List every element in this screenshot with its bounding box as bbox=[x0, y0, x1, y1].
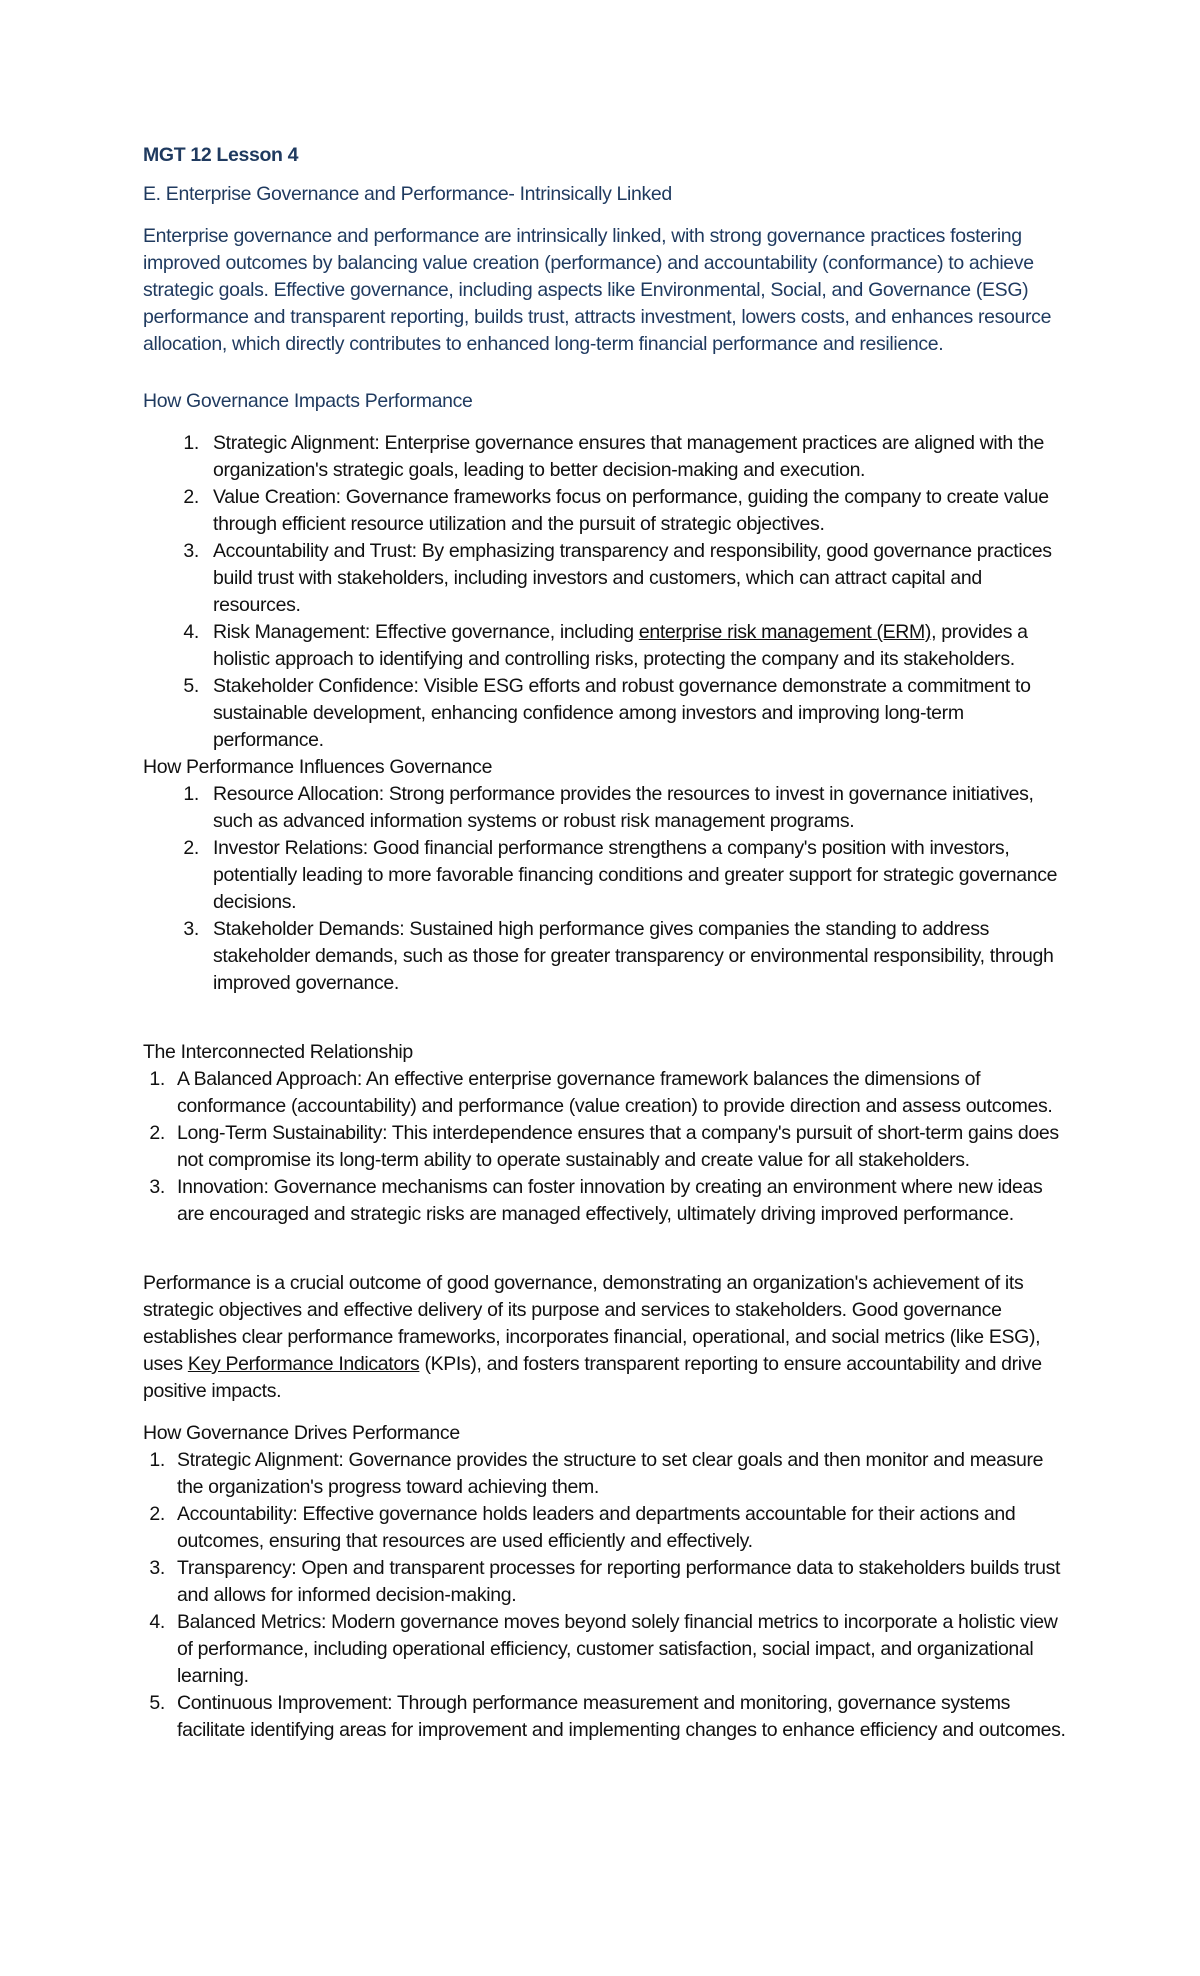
list-item-text: Strategic Alignment: Enterprise governance ensures that management practices are aligned with the organization's strategic goals, leading to better decision-making and execution. bbox=[213, 432, 1045, 481]
list-number: 1. bbox=[149, 1449, 165, 1471]
list-number: 5. bbox=[183, 675, 199, 697]
list-item-text: Value Creation: Governance frameworks focus on performance, guiding the company to create value through efficient resource utilization and the pursuit of strategic objectives. bbox=[213, 486, 1049, 535]
list-item bbox=[183, 430, 1070, 484]
list-item-text: Investor Relations: Good financial performance strengthens a company's position with investors, potentially leading to more favorable financing conditions and greater support for strategic governance decisions. bbox=[213, 837, 1058, 913]
section-subtitle: E. Enterprise Governance and Performance- Intrinsically Linked bbox=[143, 183, 672, 205]
list-item-text-post: , provides a holistic approach to identifying and controlling risks, protecting the company and its stakeholders. bbox=[213, 621, 1028, 670]
page-title: MGT 12 Lesson 4 bbox=[143, 144, 299, 166]
heading-interconnected-relationship: The Interconnected Relationship bbox=[143, 1041, 413, 1063]
list-item bbox=[183, 916, 1070, 997]
list-number: 3. bbox=[183, 540, 199, 562]
list-number: 3. bbox=[149, 1176, 165, 1198]
list-item-text: Balanced Metrics: Modern governance moves beyond solely financial metrics to incorporate a holistic view of performance, including operational efficiency, customer satisfaction, social impact, and organizational learning. bbox=[177, 1611, 1058, 1687]
list-item-text: Accountability: Effective governance holds leaders and departments accountable for their actions and outcomes, ensuring that resources are used efficiently and effectively. bbox=[177, 1503, 1016, 1552]
list-item bbox=[183, 538, 1070, 619]
governance-drives-list bbox=[143, 1447, 1070, 1744]
list-item bbox=[149, 1066, 1070, 1120]
list-item-text: Innovation: Governance mechanisms can foster innovation by creating an environment where new ideas are encouraged and strategic risks are managed effectively, ultimately driving improved performance. bbox=[177, 1176, 1043, 1225]
list-item bbox=[149, 1447, 1070, 1501]
intro-paragraph: Enterprise governance and performance are intrinsically linked, with strong governance practices fostering improved outcomes by balancing value creation (performance) and accountability (conformance) to achieve strategic goals. Effective governance, including aspects like Environmental, Social, and Governance (ESG) performance and transparent reporting, builds trust, attracts investment, lowers costs, and enhances resource allocation, which directly contributes to enhanced long-term financial performance and resilience. bbox=[143, 225, 1052, 355]
list-number: 1. bbox=[183, 783, 199, 805]
list-number: 2. bbox=[149, 1122, 165, 1144]
list-number: 2. bbox=[149, 1503, 165, 1525]
list-number: 3. bbox=[149, 1557, 165, 1579]
list-item bbox=[183, 781, 1070, 835]
list-number: 1. bbox=[149, 1068, 165, 1090]
list-number: 4. bbox=[183, 621, 199, 643]
list-item bbox=[149, 1120, 1070, 1174]
list-item-text: Long-Term Sustainability: This interdependence ensures that a company's pursuit of short-term gains does not compromise its long-term ability to operate sustainably and create value for all stakeholders. bbox=[177, 1122, 1059, 1171]
list-item-text: Stakeholder Confidence: Visible ESG efforts and robust governance demonstrate a commitment to sustainable development, enhancing confidence among investors and improving long-term performance. bbox=[213, 675, 1031, 751]
list-number: 1. bbox=[183, 432, 199, 454]
list-item-text: A Balanced Approach: An effective enterprise governance framework balances the dimensions of conformance (accountability) and performance (value creation) to provide direction and assess outcomes. bbox=[177, 1068, 1053, 1117]
list-number: 4. bbox=[149, 1611, 165, 1633]
performance-text-pre: Performance is a crucial outcome of good governance, demonstrating an organization's achievement of its strategic objectives and effective delivery of its purpose and services to stakeholders. Good governance establishes clear performance frameworks, incorporates financial, operational, and social metrics (like ESG), uses bbox=[143, 1272, 1041, 1375]
governance-impacts-list bbox=[143, 430, 1070, 754]
list-item-text: Transparency: Open and transparent processes for reporting performance data to stakeholders builds trust and allows for informed decision-making. bbox=[177, 1557, 1061, 1606]
list-number: 2. bbox=[183, 837, 199, 859]
list-item bbox=[149, 1555, 1070, 1609]
list-number: 5. bbox=[149, 1692, 165, 1714]
list-item bbox=[183, 673, 1070, 754]
performance-influences-list bbox=[143, 781, 1070, 997]
list-item-text-pre: Risk Management: Effective governance, including bbox=[213, 621, 639, 643]
list-item-text: Continuous Improvement: Through performance measurement and monitoring, governance systems facilitate identifying areas for improvement and implementing changes to enhance efficiency and outcomes. bbox=[177, 1692, 1066, 1741]
list-item-text: Strategic Alignment: Governance provides the structure to set clear goals and then monitor and measure the organization's progress toward achieving them. bbox=[177, 1449, 1044, 1498]
list-item-text: Stakeholder Demands: Sustained high performance gives companies the standing to address stakeholder demands, such as those for greater transparency or environmental responsibility, through improved governance. bbox=[213, 918, 1054, 994]
performance-text-post: (KPIs), and fosters transparent reporting to ensure accountability and drive positive impacts. bbox=[143, 1353, 1042, 1402]
performance-paragraph bbox=[143, 1270, 1070, 1405]
list-item bbox=[149, 1501, 1070, 1555]
list-item bbox=[149, 1609, 1070, 1690]
list-number: 2. bbox=[183, 486, 199, 508]
list-item bbox=[183, 619, 1070, 673]
erm-link[interactable]: enterprise risk management (ERM) bbox=[638, 621, 932, 643]
list-item-text: Accountability and Trust: By emphasizing transparency and responsibility, good governance practices build trust with stakeholders, including investors and customers, which can attract capital and resources. bbox=[213, 540, 1052, 616]
list-item bbox=[149, 1174, 1070, 1228]
list-item bbox=[149, 1690, 1070, 1744]
heading-performance-influences-governance: How Performance Influences Governance bbox=[143, 756, 493, 778]
kpi-link[interactable]: Key Performance Indicators bbox=[187, 1353, 420, 1375]
interconnected-relationship-list bbox=[143, 1066, 1070, 1228]
list-item-text: Resource Allocation: Strong performance provides the resources to invest in governance initiatives, such as advanced information systems or robust risk management programs. bbox=[213, 783, 1034, 832]
list-number: 3. bbox=[183, 918, 199, 940]
heading-governance-drives-performance: How Governance Drives Performance bbox=[143, 1422, 460, 1444]
list-item bbox=[183, 484, 1070, 538]
list-item bbox=[183, 835, 1070, 916]
heading-governance-impacts-performance: How Governance Impacts Performance bbox=[143, 390, 473, 412]
